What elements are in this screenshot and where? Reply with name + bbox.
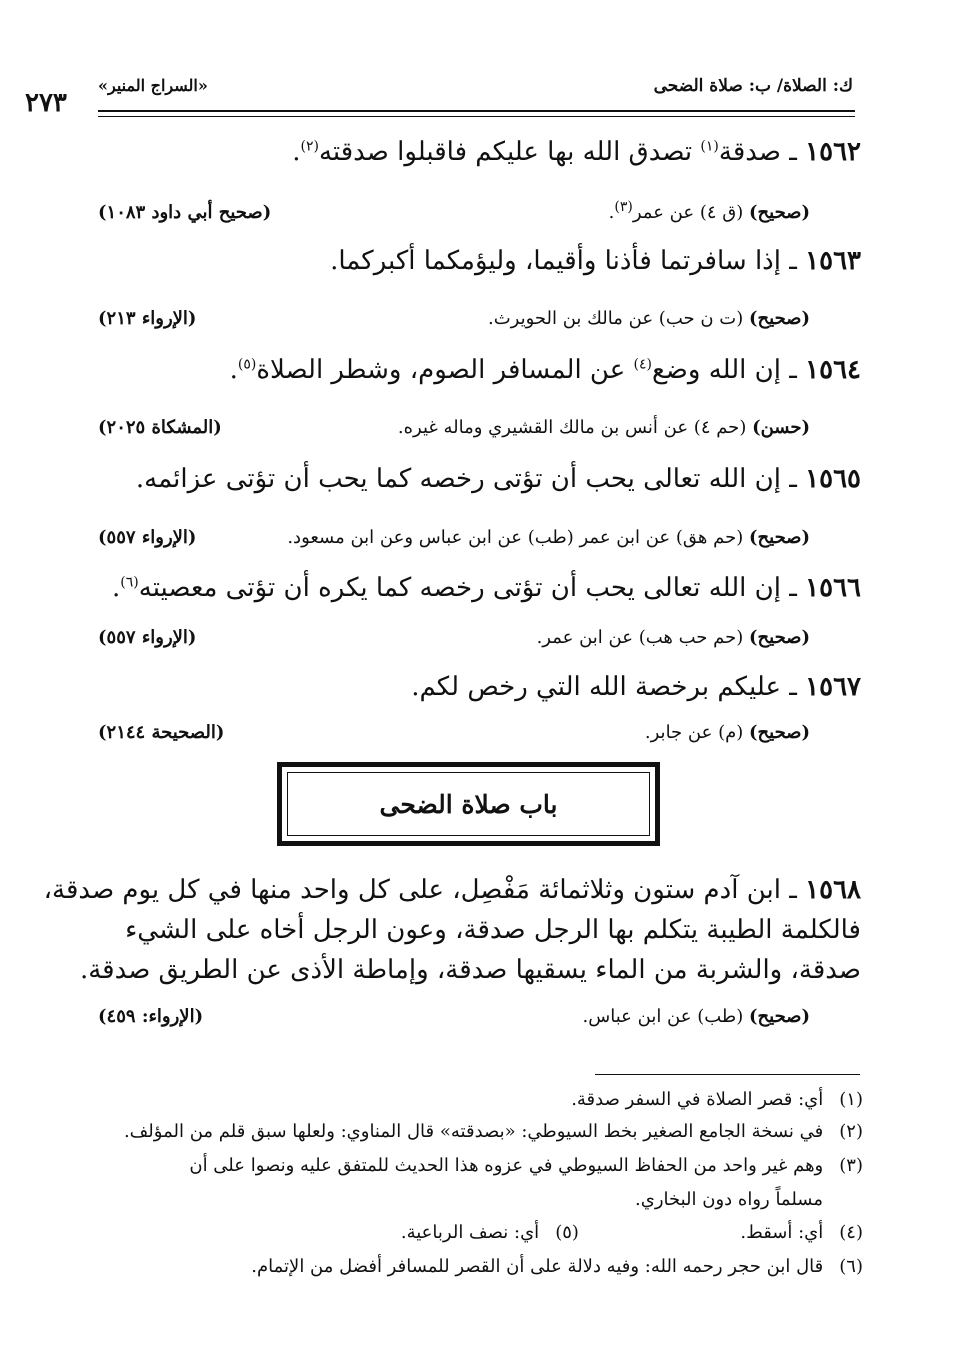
hadith-1564: ١٥٦٤ ـ إن الله وضع$^{(٤)}$ عن المسافر الصوم، وشطر الصلاة$^{(٥)}$. xyxy=(229,355,861,385)
hadith-reference xyxy=(537,627,810,648)
reference-text: (م) عن جابر. xyxy=(644,722,744,743)
hadith-source: (الإرواء ٥٥٧) xyxy=(98,527,197,548)
footnote-3-continuation: مسلماً رواه دون البخاري. xyxy=(635,1189,823,1210)
grade-label: (صحيح) xyxy=(749,308,810,329)
hadith-reference xyxy=(398,417,810,438)
hadith-number: ١٥٦٥ xyxy=(805,464,861,494)
footnote-number: (٤) xyxy=(839,1222,863,1243)
footnote-4-5 xyxy=(401,1222,863,1243)
hadith-reference xyxy=(583,1006,810,1027)
hadith-source: (الإرواء: ٤٥٩) xyxy=(98,1006,204,1027)
hadith-text: إذا سافرتما فأذنا وأقيما، وليؤمكما أكبركما. xyxy=(330,246,781,276)
running-header-chapter: ك: الصلاة/ ب: صلاة الضحى xyxy=(653,76,853,96)
reference-text: (حم هق) عن ابن عمر (طب) عن ابن عباس وعن ابن مسعود. xyxy=(287,527,744,548)
hadith-number: ١٥٦٤ xyxy=(805,355,861,385)
hadith-number: ١٥٦٢ xyxy=(805,137,861,167)
footnote-number: (١) xyxy=(839,1089,863,1110)
reference-text: (ق ٤) عن عمر$^{(٣)}$. xyxy=(608,199,744,223)
hadith-1562: ١٥٦٢ ـ صدقة$^{(١)}$ تصدق الله بها عليكم فاقبلوا صدقته$^{(٢)}$. xyxy=(292,137,861,167)
footnote-3 xyxy=(189,1155,863,1176)
footnote-separator xyxy=(595,1074,860,1075)
reference-text: (طب) عن ابن عباس. xyxy=(582,1006,744,1027)
hadith-1568-line-1: ١٥٦٨ ـ ابن آدم ستون وثلاثمائة مَفْصِل، على كل واحد منها في كل يوم صدقة، xyxy=(43,875,861,905)
hadith-source: (صحيح أبي داود ١٠٨٣) xyxy=(98,202,272,223)
page-number: ٢٧٣ xyxy=(25,88,67,118)
footnote-number: (٦) xyxy=(839,1256,863,1277)
footnote-text: وهم غير واحد من الحفاظ السيوطي في عزوه هذا الحديث للمتفق عليه ونصوا على أن xyxy=(189,1155,824,1176)
reference-text: (ت ن حب) عن مالك بن الحويرث. xyxy=(487,308,744,329)
footnote-text: أي: نصف الرباعية. xyxy=(400,1222,540,1243)
hadith-number: ١٥٦٧ xyxy=(805,672,861,702)
reference-text: (حم ٤) عن أنس بن مالك القشيري وماله غيره. xyxy=(397,417,747,438)
hadith-reference xyxy=(287,527,810,548)
hadith-text: إن الله تعالى يحب أن تؤتى رخصه كما يكره أن تؤتى معصيته$^{(٦)}$. xyxy=(112,573,781,603)
hadith-1566: ١٥٦٦ ـ إن الله تعالى يحب أن تؤتى رخصه كما يكره أن تؤتى معصيته$^{(٦)}$. xyxy=(112,573,861,603)
hadith-1565: ١٥٦٥ ـ إن الله تعالى يحب أن تؤتى رخصه كما يحب أن تؤتى عزائمه. xyxy=(135,464,861,494)
hadith-source: (المشكاة ٢٠٢٥) xyxy=(98,417,222,438)
header-rule-thin xyxy=(98,116,855,117)
footnote-number: (٢) xyxy=(839,1121,863,1142)
hadith-1568-line-3: صدقة، والشربة من الماء يسقيها صدقة، وإماطة الأذى عن الطريق صدقة. xyxy=(79,955,861,985)
hadith-number: ١٥٦٣ xyxy=(805,246,861,276)
footnote-6 xyxy=(251,1256,863,1277)
hadith-1568-line-2: فالكلمة الطيبة يتكلم بها الرجل صدقة، وعون الرجل أخاه على الشيء xyxy=(125,915,861,945)
hadith-text: ابن آدم ستون وثلاثمائة مَفْصِل، على كل واحد منها في كل يوم صدقة، xyxy=(43,875,781,905)
hadith-text: صدقة$^{(١)}$ تصدق الله بها عليكم فاقبلوا صدقته$^{(٢)}$. xyxy=(292,137,781,167)
footnote-number: (٥) xyxy=(555,1222,579,1243)
hadith-reference xyxy=(608,199,810,223)
footnote-text: أي: أسقط. xyxy=(740,1222,824,1243)
hadith-number: ١٥٦٦ xyxy=(805,573,861,603)
grade-label: (صحيح) xyxy=(749,627,810,648)
hadith-reference xyxy=(645,722,810,743)
grade-label: (صحيح) xyxy=(749,1006,810,1027)
header-rule xyxy=(98,110,855,112)
hadith-reference xyxy=(488,308,810,329)
footnote-text: أي: قصر الصلاة في السفر صدقة. xyxy=(571,1089,824,1110)
grade-label: (صحيح) xyxy=(749,202,810,223)
hadith-1563: ١٥٦٣ ـ إذا سافرتما فأذنا وأقيما، وليؤمكما أكبركما. xyxy=(330,246,861,276)
hadith-number: ١٥٦٨ xyxy=(805,875,861,905)
hadith-1567: ١٥٦٧ ـ عليكم برخصة الله التي رخص لكم. xyxy=(411,672,861,702)
grade-label: (صحيح) xyxy=(749,722,810,743)
hadith-source: (الصحيحة ٢١٤٤) xyxy=(98,722,225,743)
footnote-1 xyxy=(571,1089,863,1110)
grade-label: (صحيح) xyxy=(749,527,810,548)
hadith-text: إن الله تعالى يحب أن تؤتى رخصه كما يحب أن تؤتى عزائمه. xyxy=(135,464,781,494)
chapter-heading-box xyxy=(277,762,660,846)
footnote-number: (٣) xyxy=(839,1155,863,1176)
hadith-text: عليكم برخصة الله التي رخص لكم. xyxy=(411,672,781,702)
reference-text: (حم حب هب) عن ابن عمر. xyxy=(536,627,744,648)
footnote-text: قال ابن حجر رحمه الله: وفيه دلالة على أن القصر للمسافر أفضل من الإتمام. xyxy=(251,1256,824,1277)
chapter-heading-inner-frame xyxy=(287,772,650,836)
footnote-text: في نسخة الجامع الصغير بخط السيوطي: «بصدقته» قال المناوي: ولعلها سبق قلم من المؤلف. xyxy=(123,1121,824,1142)
chapter-title: باب صلاة الضحى xyxy=(379,789,558,819)
running-header-book: «السراج المنير» xyxy=(98,76,208,95)
grade-label: (حسن) xyxy=(752,417,810,438)
hadith-source: (الإرواء ٢١٣) xyxy=(98,308,197,329)
hadith-text: إن الله وضع$^{(٤)}$ عن المسافر الصوم، وشطر الصلاة$^{(٥)}$. xyxy=(229,355,781,385)
footnote-2 xyxy=(124,1121,863,1142)
hadith-source: (الإرواء ٥٥٧) xyxy=(98,627,197,648)
